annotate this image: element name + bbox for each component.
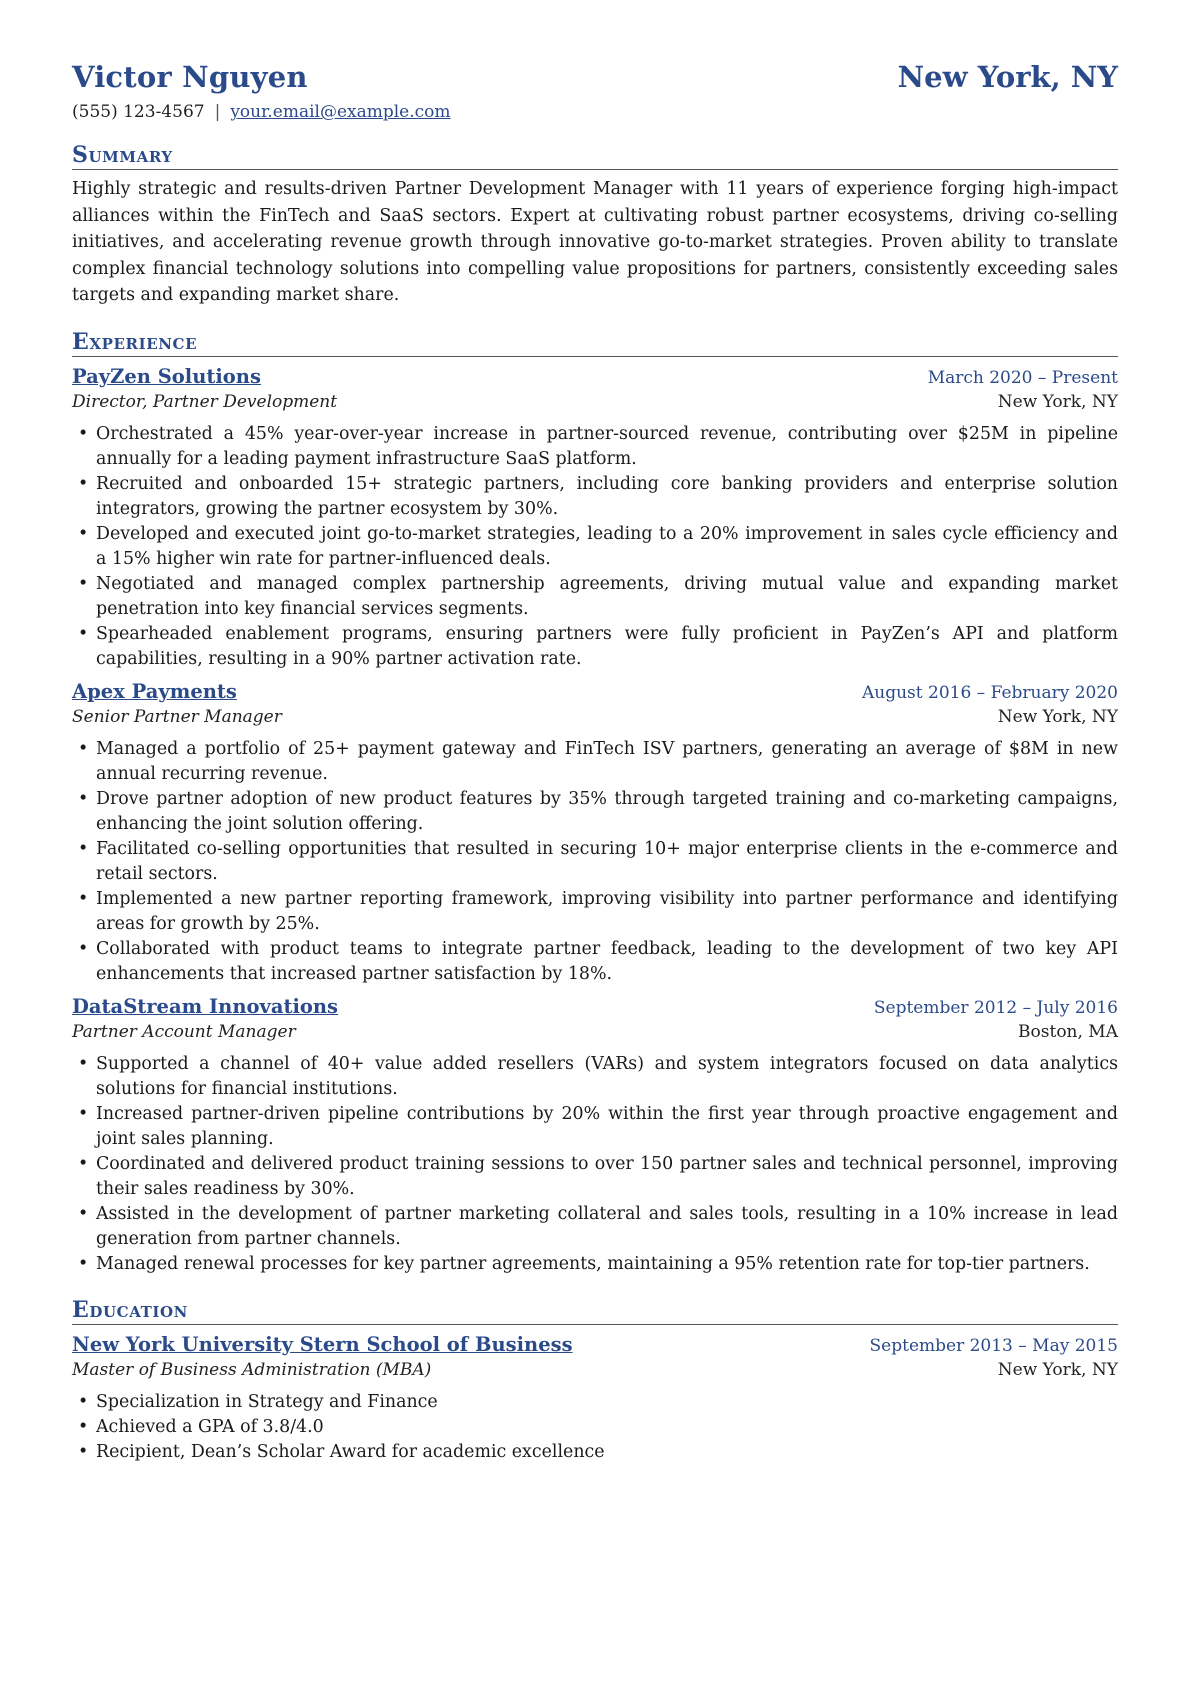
job-location: New York, NY — [997, 706, 1118, 727]
achievement-item: • Collaborated with product teams to integrate partner feedback, leading to the development of two key API enhancements that increased partner satisfaction by 18%. — [72, 937, 1118, 987]
job-title: Partner Account Manager — [72, 1021, 296, 1042]
contact-line — [72, 102, 1118, 122]
achievement-item: • Managed a portfolio of 25+ payment gateway and FinTech ISV partners, generating an average of $8M in new annual recurring revenue. — [72, 737, 1118, 787]
education-detail-item: • Recipient, Dean’s Scholar Award for academic excellence — [72, 1440, 1118, 1465]
company-link[interactable]: DataStream Innovations — [72, 994, 339, 1018]
resume-header — [72, 60, 1118, 94]
achievement-item: • Managed renewal processes for key partner agreements, maintaining a 95% retention rate for top-tier partners. — [72, 1252, 1118, 1277]
achievement-list — [72, 422, 1118, 672]
job-title: Senior Partner Manager — [72, 706, 282, 727]
summary-paragraph: Highly strategic and results-driven Partner Development Manager with 11 years of experience forging high-impact alliances within the FinTech and SaaS sectors. Expert at cultivating robust partner ecosystems, driving co-selling initiatives, and accelerating revenue growth through innovative go-to-market strategies. Proven ability to translate complex financial technology solutions into compelling value propositions for partners, consistently exceeding sales targets and expanding market share. — [72, 179, 1118, 306]
education-entry — [72, 1333, 1118, 1465]
section-title-experience: Experience — [72, 329, 1118, 357]
phone-number: (555) 123-4567 — [72, 102, 205, 122]
section-title-education: Education — [72, 1297, 1118, 1325]
achievement-item: • Negotiated and managed complex partnership agreements, driving mutual value and expanding market penetration into key financial services segments. — [72, 572, 1118, 622]
achievement-item: • Coordinated and delivered product training sessions to over 150 partner sales and technical personnel, improving their sales readiness by 30%. — [72, 1152, 1118, 1202]
job-location: New York, NY — [997, 391, 1118, 412]
candidate-name: Victor Nguyen — [72, 60, 308, 94]
company-link[interactable]: Apex Payments — [72, 679, 237, 703]
job-location: Boston, MA — [1018, 1021, 1118, 1042]
achievement-item: • Orchestrated a 45% year-over-year increase in partner-sourced revenue, contributing over $25M in pipeline annually for a leading payment infrastructure SaaS platform. — [72, 422, 1118, 472]
header-location: New York, NY — [897, 60, 1118, 94]
employment-dates: August 2016 – February 2020 — [861, 682, 1118, 703]
achievement-item: • Supported a channel of 40+ value added resellers (VARs) and system integrators focused on data analytics solutions for financial institutions. — [72, 1052, 1118, 1102]
education-detail-item: • Specialization in Strategy and Finance — [72, 1390, 1118, 1415]
company-link[interactable]: PayZen Solutions — [72, 364, 261, 388]
email-link[interactable]: your.email@example.com — [230, 102, 451, 122]
achievement-item: • Facilitated co-selling opportunities that resulted in securing 10+ major enterprise clients in the e-commerce and retail sectors. — [72, 837, 1118, 887]
job-title: Director, Partner Development — [72, 391, 338, 412]
achievement-item: • Increased partner-driven pipeline contributions by 20% within the first year through proactive engagement and joint sales planning. — [72, 1102, 1118, 1152]
achievement-item: • Recruited and onboarded 15+ strategic partners, including core banking providers and enterprise solution integrators, growing the partner ecosystem by 30%. — [72, 472, 1118, 522]
study-dates: September 2013 – May 2015 — [869, 1335, 1118, 1356]
experience-entry — [72, 365, 1118, 672]
experience-entry — [72, 995, 1118, 1277]
education-detail-list — [72, 1390, 1118, 1465]
school-link[interactable]: New York University Stern School of Business — [72, 1332, 573, 1356]
achievement-item: • Assisted in the development of partner marketing collateral and sales tools, resulting in a 10% increase in lead generation from partner channels. — [72, 1202, 1118, 1252]
achievement-item: • Implemented a new partner reporting framework, improving visibility into partner performance and identifying areas for growth by 25%. — [72, 887, 1118, 937]
degree-title: Master of Business Administration (MBA) — [72, 1359, 432, 1380]
education-detail-item: • Achieved a GPA of 3.8/4.0 — [72, 1415, 1118, 1440]
section-title-summary: Summary — [72, 142, 1118, 170]
achievement-list — [72, 1052, 1118, 1277]
achievement-item: • Developed and executed joint go-to-market strategies, leading to a 20% improvement in sales cycle efficiency and a 15% higher win rate for partner-influenced deals. — [72, 522, 1118, 572]
employment-dates: September 2012 – July 2016 — [873, 997, 1118, 1018]
achievement-item: • Spearheaded enablement programs, ensuring partners were fully proficient in PayZen’s API and platform capabilities, resulting in a 90% partner activation rate. — [72, 622, 1118, 672]
employment-dates: March 2020 – Present — [927, 367, 1118, 388]
achievement-list — [72, 737, 1118, 987]
contact-separator: | — [214, 102, 221, 122]
experience-entry — [72, 680, 1118, 987]
school-location: New York, NY — [997, 1359, 1118, 1380]
achievement-item: • Drove partner adoption of new product features by 35% through targeted training and co-marketing campaigns, enhancing the joint solution offering. — [72, 787, 1118, 837]
